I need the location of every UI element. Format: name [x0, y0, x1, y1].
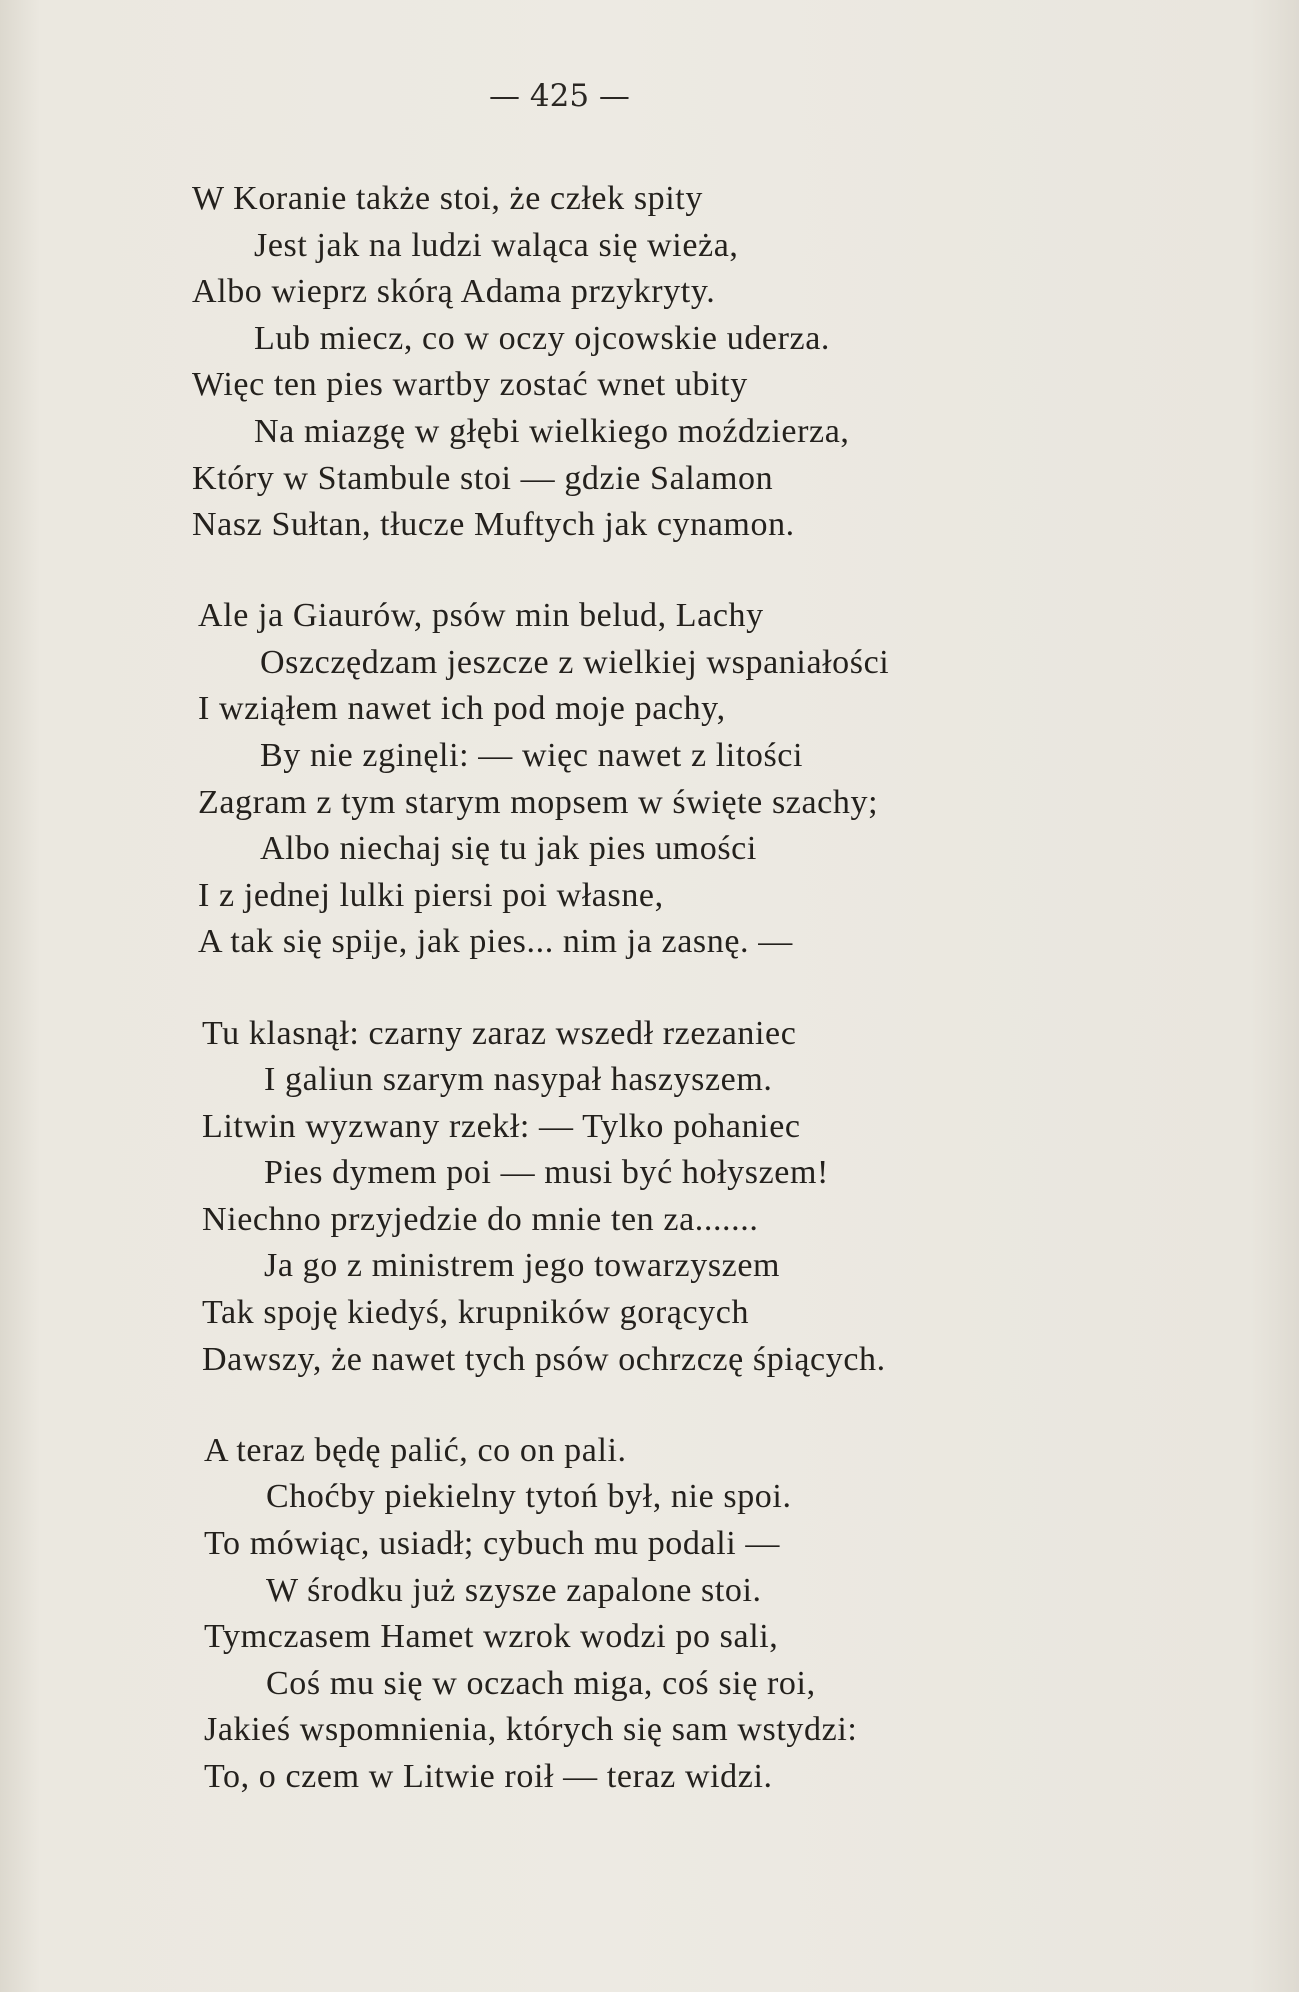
verse-line: Albo wieprz skórą Adama przykryty. — [192, 273, 716, 311]
verse-line: Albo niechaj się tu jak pies umości — [260, 830, 757, 868]
verse-line: Więc ten pies wartby zostać wnet ubity — [192, 366, 748, 404]
verse-line: Nasz Sułtan, tłucze Muftych jak cynamon. — [192, 506, 795, 544]
verse-line: To mówiąc, usiadł; cybuch mu podali — — [204, 1524, 780, 1562]
stanza — [198, 593, 1272, 966]
verse-line: Coś mu się w oczach miga, coś się roi, — [266, 1664, 816, 1702]
verse-line: I z jednej lulki piersi poi własne, — [198, 876, 664, 914]
verse-line: Tu klasnął: czarny zaraz wszedł rzezaniec — [202, 1014, 797, 1052]
verse-line: Lub miecz, co w oczy ojcowskie uderza. — [254, 319, 831, 357]
stanza — [192, 176, 1272, 549]
verse-line: W Koranie także stoi, że człek spity — [192, 180, 703, 217]
verse-line: By nie zginęli: — więc nawet z litości — [260, 737, 804, 775]
verse-line: Ale ja Giaurów, psów min belud, Lachy — [198, 597, 764, 635]
verse-line: A tak się spije, jak pies... nim ja zasnę. — — [198, 923, 793, 961]
verse-line: Jakieś wspomnienia, których się sam wstydzi: — [204, 1711, 858, 1749]
verse-line: W środku już szysze zapalone stoi. — [266, 1571, 762, 1609]
verse-line: Oszczędzam jeszcze z wielkiej wspaniałości — [260, 643, 890, 681]
verse-line: Tak spoję kiedyś, krupników gorących — [202, 1294, 750, 1332]
stanza — [204, 1428, 1272, 1801]
verse-line: Niechno przyjedzie do mnie ten za....... — [202, 1200, 759, 1238]
verse-line: A teraz będę palić, co on pali. — [204, 1431, 627, 1469]
verse-line: Choćby piekielny tytoń był, nie spoi. — [266, 1478, 792, 1516]
stanza — [202, 1011, 1272, 1384]
verse-line: Dawszy, że nawet tych psów ochrzczę śpiących. — [202, 1340, 886, 1378]
verse-line: I wziąłem nawet ich pod moje pachy, — [198, 690, 726, 728]
poem-text — [192, 176, 1272, 1845]
verse-line: To, o czem w Litwie roił — teraz widzi. — [204, 1757, 773, 1795]
verse-line: Zagram z tym starym mopsem w święte szachy; — [198, 783, 879, 821]
verse-line: Na miazgę w głębi wielkiego moździerza, — [254, 412, 850, 450]
verse-line: Jest jak na ludzi waląca się wieża, — [254, 226, 739, 264]
verse-line: Ja go z ministrem jego towarzyszem — [264, 1247, 781, 1285]
verse-line: Który w Stambule stoi — gdzie Salamon — [192, 459, 774, 497]
verse-line: I galiun szarym nasypał haszyszem. — [264, 1061, 773, 1099]
page-number: — 425 — — [489, 78, 630, 114]
verse-line: Tymczasem Hamet wzrok wodzi po sali, — [204, 1618, 779, 1656]
verse-line: Litwin wyzwany rzekł: — Tylko pohaniec — [202, 1107, 801, 1145]
verse-line: Pies dymem poi — musi być hołyszem! — [264, 1154, 829, 1192]
